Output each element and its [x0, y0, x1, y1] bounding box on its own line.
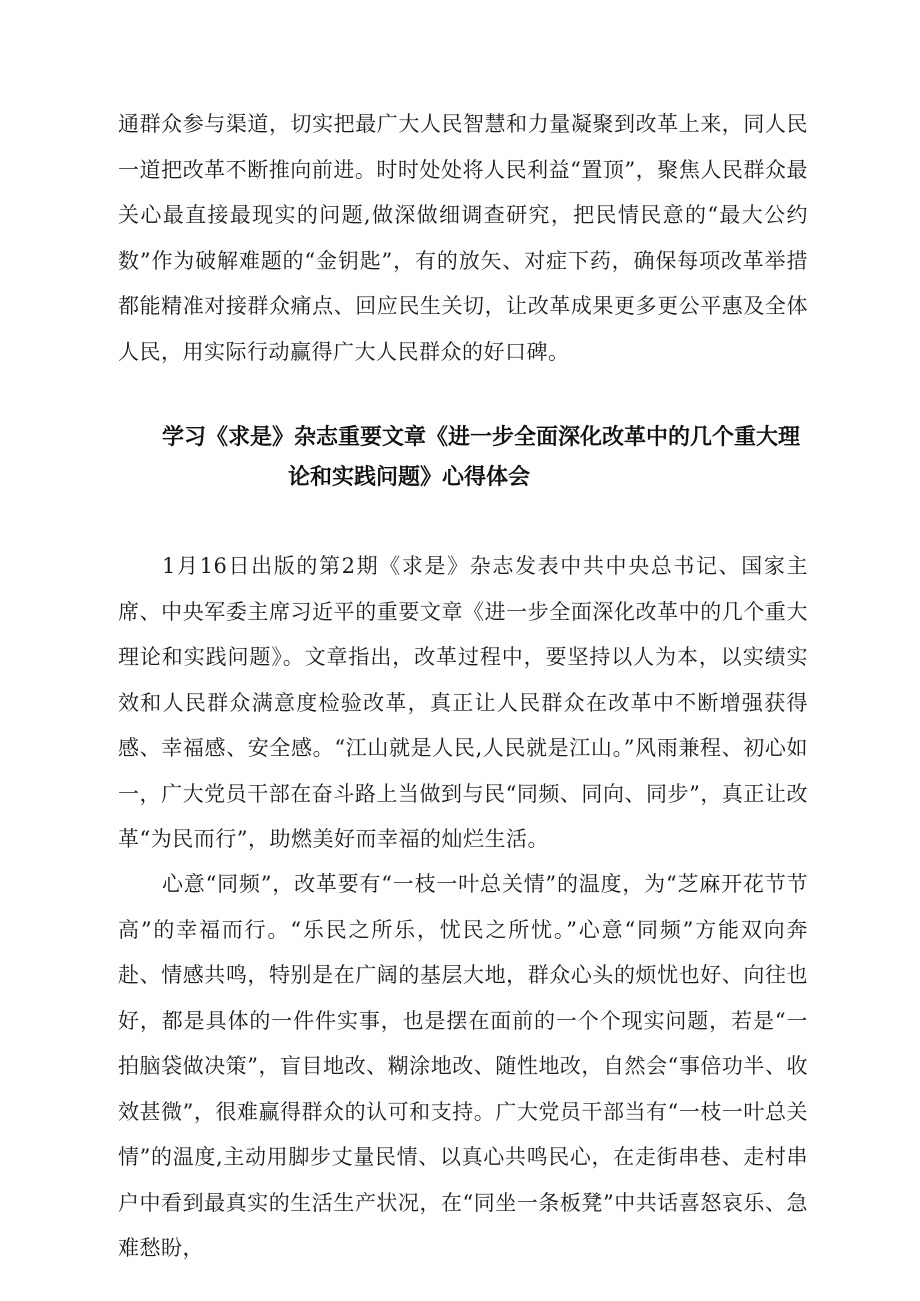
body-paragraph-1: 1月16日出版的第2期《求是》杂志发表中共中央总书记、国家主席、中央军委主席习近平的重要文章《进一步全面深化改革中的几个重大理论和实践问题》。文章指出，改革过程中，要坚持以人为本，以实绩实效和人民群众满意度检验改革，真正让人民群众在改革中不断增强获得感、幸福感、安全感。“江山就是人民,人民就是江山。”风雨兼程、初心如一，广大党员干部在奋斗路上当做到与民“同频、同向、同步”，真正让改革“为民而行”，助燃美好而幸福的灿烂生活。: [118, 554, 808, 851]
article-title: [118, 418, 808, 498]
body-paragraph-2: 心意“同频”，改革要有“一枝一叶总关情”的温度，为“芝麻开花节节高”的幸福而行。“乐民之所乐，忧民之所忧。”心意“同频”方能双向奔赴、情感共鸣，特别是在广阔的基层大地，群众心头的烦忧也好、向往也好，都是具体的一件件实事，也是摆在面前的一个个现实问题，若是“一拍脑袋做决策”，盲目地改、糊涂地改、随性地改，自然会“事倍功半、收效甚微”，很难赢得群众的认可和支持。广大党员干部当有“一枝一叶总关情”的温度,主动用脚步丈量民情、以真心共鸣民心，在走街串巷、走村串户中看到最真实的生活生产状况，在“同坐一条板凳”中共话喜怒哀乐、急难愁盼，: [118, 872, 808, 1260]
article-title-line-2: 论和实践问题》心得体会: [288, 465, 531, 490]
continuation-paragraph: 通群众参与渠道，切实把最广大人民智慧和力量凝聚到改革上来，同人民一道把改革不断推向前进。时时处处将人民利益“置顶”，聚焦人民群众最关心最直接最现实的问题,做深做细调查研究，把民情民意的“最大公约数”作为破解难题的“金钥匙”，有的放矢、对症下药，确保每项改革举措都能精准对接群众痛点、回应民生关切，让改革成果更多更公平惠及全体人民，用实际行动赢得广大人民群众的好口碑。: [118, 112, 808, 364]
article-title-line-1: 学习《求是》杂志重要文章《进一步全面深化改革中的几个重大理: [162, 425, 801, 450]
